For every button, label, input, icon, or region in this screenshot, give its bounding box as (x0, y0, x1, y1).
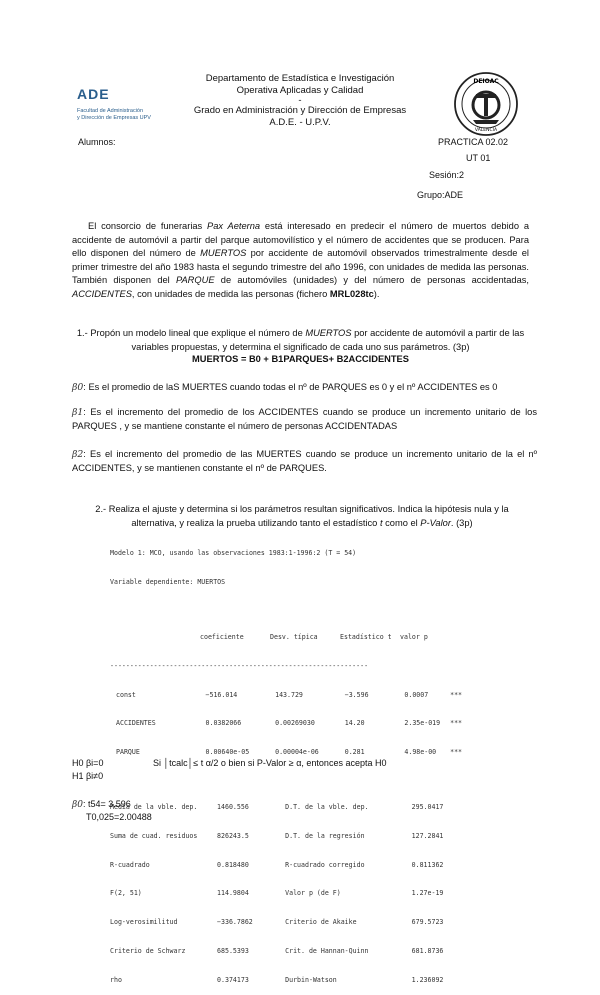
stats-row: rho 0.374173 Durbin-Watson 1.236092 (110, 975, 444, 984)
beta0-test: β0: t54= 3.596 (72, 799, 131, 810)
dept-dash: - (298, 95, 302, 106)
decision-rule: Si │tcalc│≤ t α/2 o bien si P-Valor ≥ α, entonces acepta H0 (153, 758, 387, 768)
ade-logo-sub2: y Dirección de Empresas UPV (77, 115, 151, 121)
beta0-explanation: β0: Es el promedio de laS MUERTES cuando todas el nº de PARQUES es 0 y el nº ACCIDENTES es 0 (72, 382, 498, 393)
stats-row: Log-verosimilitud −336.7862 Criterio de Akaike 679.5723 (110, 918, 444, 927)
stats-row: Suma de cuad. residuos 826243.5 D.T. de la regresión 127.2841 (110, 831, 444, 840)
degree-line1: Grado en Administración y Dirección de Empresas (193, 105, 407, 116)
question-1: 1.- Propón un modelo lineal que explique el número de MUERTOS por accidente de automóvil a partir de las variables propuestas, y determina el significado de cada uno sus parámetros. (3p) (76, 328, 525, 352)
output-header-row: coeficiente Desv. típica Estadístico t valor p (200, 632, 428, 641)
degree-line2: A.D.E. - U.P.V. (269, 117, 331, 128)
h1-text: H1 βi≠0 (72, 771, 104, 781)
stats-row: R-cuadrado 0.818480 R-cuadrado corregido 0.811362 (110, 860, 444, 869)
output-separator: ----------------------------------------------------------------- (110, 661, 369, 670)
ade-logo-sub1: Facultad de Administración (77, 108, 144, 114)
department-block (170, 73, 430, 129)
grupo-label: Grupo:ADE (417, 190, 464, 200)
ut-label: UT 01 (466, 153, 491, 163)
sesion-label: Sesión:2 (429, 170, 465, 180)
question-2: 2.- Realiza el ajuste y determina si los parámetros resultan significativos. Indica la hipótesis nula y la alternativa, y realiza la prueba utilizando tanto el estadístico t como el P-Valor. (3p) (95, 504, 509, 528)
seal-bottom-text: VALENCIA (474, 128, 498, 133)
practica-label: PRACTICA 02.02 (438, 137, 509, 147)
t-critical: T0,025=2.00488 (86, 812, 152, 822)
coef-row: ACCIDENTES 0.0382066 0.00269030 14.20 2.35e-019 *** (116, 719, 463, 728)
seal-top-text: DEIOAC (473, 78, 499, 85)
intro-paragraph: El consorcio de funerarias Pax Aeterna está interesado en predecir el número de muertos debido a accidente de automóvil a partir del parque automovilístico y el número de accidentes que se producen. Para ello disponen del número de MUERTOS por accidente de automóvil observados trimestralmente desde el primer trimestre del año 1983 hasta el segundo trimestre del año 1996, con unidades de medida las personas. También disponen del PARQUE de automóviles (unidades) y del número de personas accidentadas, ACCIDENTES, con unidades de medida las personas (fichero MRL028tc). (72, 221, 529, 299)
output-line1: Modelo 1: MCO, usando las observaciones 1983:1-1996:2 (T = 54) (110, 549, 357, 558)
stats-row: F(2, 51) 114.9804 Valor p (de F) 1.27e-19 (110, 889, 444, 898)
ade-logo (77, 86, 151, 122)
h0-text: H0 βi=0 (72, 758, 104, 768)
stats-row: Media de la vble. dep. 1460.556 D.T. de la vble. dep. 295.0417 (110, 803, 444, 812)
stats-row: Criterio de Schwarz 685.5393 Crit. de Hannan-Quinn 681.8736 (110, 946, 444, 955)
beta2-explanation: β2: Es el incremento del promedio de las MUERTES cuando se produce un incremento unitario de la el nº ACCIDENTES, y se mantienen constante el nº de PARQUES. (72, 449, 537, 473)
output-line2: Variable dependiente: MUERTOS (110, 577, 226, 586)
ade-logo-text: ADE (77, 86, 110, 102)
model-equation: MUERTOS = B0 + B1PARQUES+ B2ACCIDENTES (192, 354, 409, 364)
dept-line1: Departamento de Estadística e Investigación (205, 73, 395, 84)
dept-line2: Operativa Aplicadas y Calidad (236, 85, 364, 96)
deioac-seal (452, 70, 520, 138)
coef-row: PARQUE 0.00640e-05 0.00004e-06 0.281 4.98e-00 *** (116, 748, 463, 757)
beta1-explanation: β1: Es el incremento del promedio de los ACCIDENTES cuando se produce un incremento unitario de los PARQUES , y se mantiene constante el número de personas ACCIDENTADAS (72, 407, 537, 431)
coef-row: const −516.014 143.729 −3.596 0.0007 *** (116, 690, 463, 699)
alumnos-label: Alumnos: (78, 137, 116, 147)
